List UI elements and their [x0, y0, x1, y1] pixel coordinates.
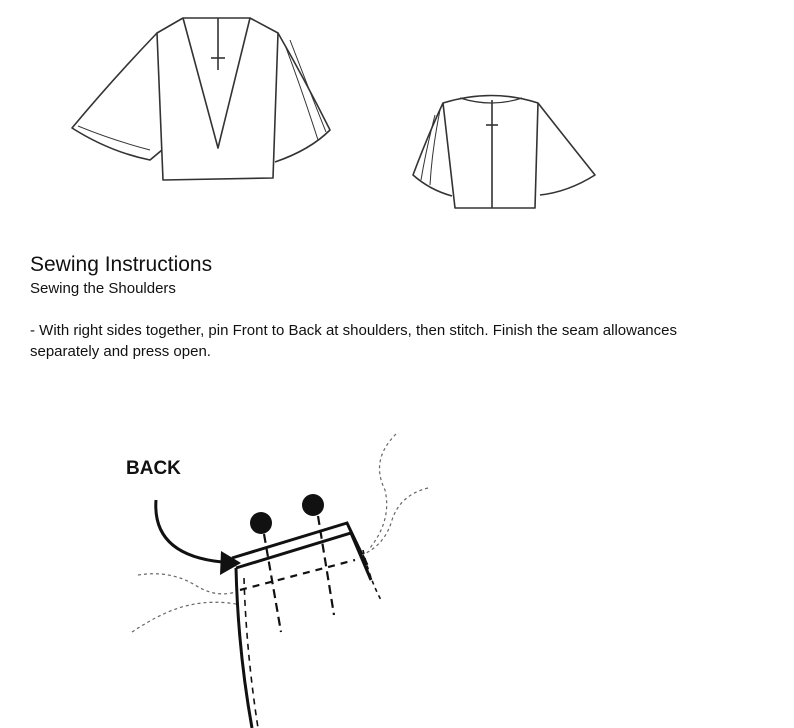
garment-flat-sketch [0, 0, 794, 230]
front-right-sleeve [275, 33, 330, 162]
back-left-sleeve [413, 103, 452, 196]
pins [250, 494, 334, 632]
arrow-curve [156, 500, 222, 562]
pin-icon [250, 512, 281, 632]
stitch-line [240, 560, 355, 590]
section-subheading: Sewing the Shoulders [30, 280, 176, 297]
section-heading: Sewing Instructions [30, 253, 213, 276]
back-bodice-outline [443, 96, 538, 209]
back-label: BACK [126, 458, 181, 479]
front-view-sketch [72, 18, 330, 180]
back-view-sketch [413, 96, 595, 209]
pin-icon [302, 494, 334, 615]
fabric-body [236, 550, 381, 728]
front-left-sleeve [72, 33, 162, 160]
arrow-head-icon [220, 551, 241, 575]
back-right-sleeve [538, 103, 595, 195]
shoulder-seam-illustration [0, 420, 794, 728]
fabric-layers [232, 523, 371, 580]
front-v-neckline [183, 18, 250, 148]
instruction-text: - With right sides together, pin Front to Back at shoulders, then stitch. Finish the seam allowances separately and press open. [30, 322, 677, 360]
